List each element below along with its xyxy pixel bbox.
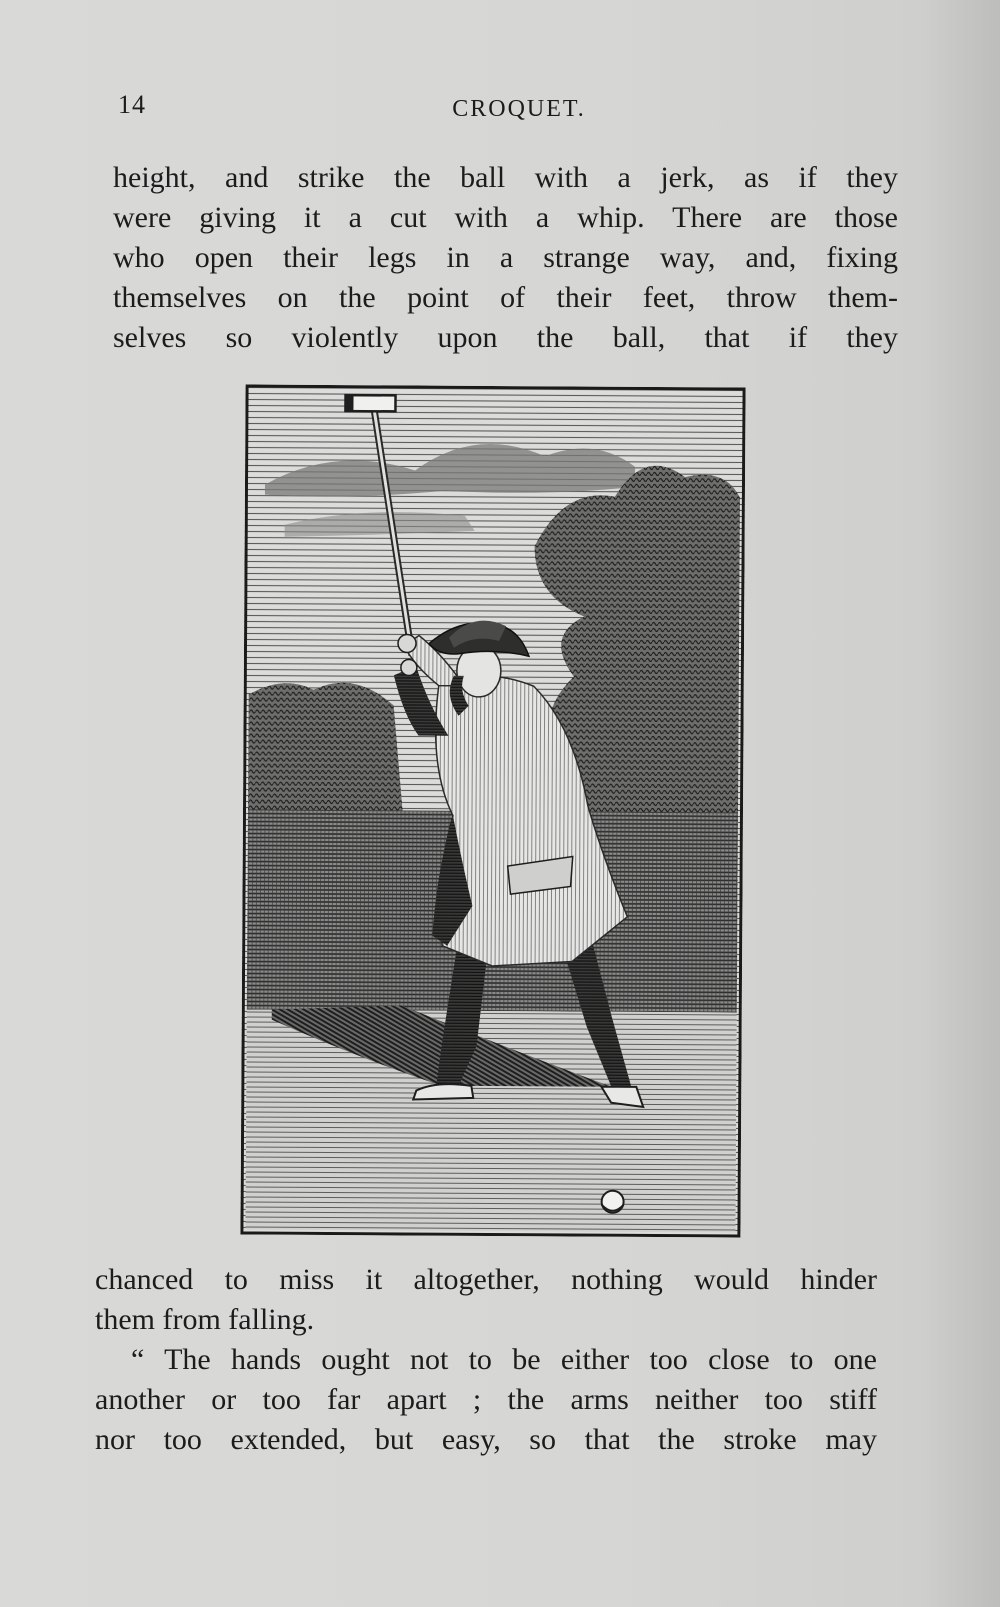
croquet-player-engraving [240,384,745,1237]
text-line: who open their legs in a strange way, and, fixing [113,241,898,274]
text-line: “ The hands ought not to be either too close to one [131,1343,877,1376]
paragraph-bottom [95,1260,877,1460]
text-line: were giving it a cut with a whip. There are those [113,201,898,234]
text-line: another or too far apart ; the arms neither too stiff [95,1383,877,1416]
running-title: CROQUET. [452,96,586,122]
paragraph-top [113,158,898,358]
text-line: chanced to miss it altogether, nothing would hinder [95,1263,877,1296]
text-line: themselves on the point of their feet, throw them- [113,281,898,314]
text-line: nor too extended, but easy, so that the stroke may [95,1423,877,1456]
text-line: selves so violently upon the ball, that if they [113,321,898,354]
text-line: height, and strike the ball with a jerk, as if they [113,161,898,194]
page-number: 14 [118,90,146,119]
text-line: them from falling. [95,1303,315,1336]
